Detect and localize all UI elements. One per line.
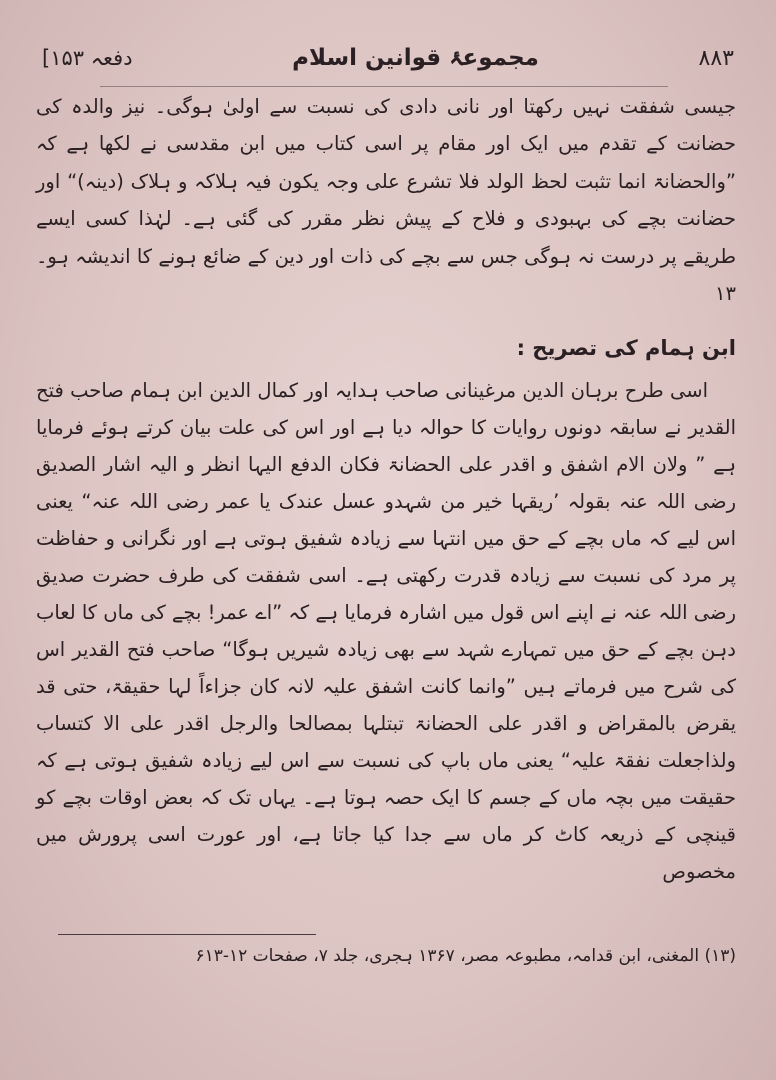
intro-paragraph: جیسی شفقت نہیں رکھتا اور نانی دادی کی نسبت سے اولیٰ ہوگی۔ نیز والدہ کی حضانت کے تقدم میں ایک اور مقام پر اسی کتاب میں ابن مقدسی نے لکھا ہے کہ ”والحضانۃ انما تثبت لحظ الولد فلا تشرع علی وجہ یکون فیہ ہلاکہ و ہلاک (دینہ)“ اور حضانت بچے کی بہبودی و فلاح کے پیش نظر مقرر کی گئی ہے۔ لہٰذا کسی ایسے طریقے پر درست نہ ہوگی جس سے بچے کی ذات اور دین کے ضائع ہونے کا اندیشہ ہو۔۱۳ [36, 95, 736, 306]
page-header [42, 30, 734, 86]
page-number: ۸۸۳ [698, 45, 734, 71]
section-heading: ابن ہمام کی تصریح : [516, 336, 736, 360]
footnote-divider [58, 934, 316, 935]
footnote: (۱۳) المغنی، ابن قدامہ، مطبوعہ مصر، ۱۳۶۷ ہجری، جلد ۷، صفحات ۱۲-۶۱۳ [195, 946, 736, 966]
main-paragraph: اسی طرح برہان الدین مرغینانی صاحب ہدایہ اور کمال الدین ابن ہمام صاحب فتح القدیر نے سابقہ دونوں روایات کا حوالہ دیا ہے اور اس کی علت بیان کرتے ہوئے فرمایا ہے ” ولان الام اشفق و اقدر علی الحضانۃ فکان الدفع الیہا انظر و الیہ اشار الصدیق رضی اللہ عنہ بقولہ ’ریقہا خیر من شہدو عسل عندک یا عمر رضی اللہ عنہ“ یعنی اس لیے کہ ماں بچے کے حق میں انتہا سے زیادہ شفیق ہوتی ہے اور نگرانی و حفاظت پر مرد کی نسبت سے زیادہ قدرت رکھتی ہے۔ اسی شفقت کی طرف حضرت صدیق رضی اللہ عنہ نے اپنے اس قول میں اشارہ فرمایا ہے کہ ”اے عمر! بچے کی ماں کا لعاب دہن بچے کے حق میں تمہارے شہد سے بھی زیادہ شیریں ہوگا“ صاحب فتح القدیر اس کی شرح میں فرماتے ہیں ”وانما کانت اشفق علیہ لانہ کان جزاءاً لہا حقیقۃ، حتی قد یقرض بالمقراض و اقدر علی الحضانۃ تبتلہا بمصالحا والرجل اقدر علی الا کتساب ولذاجعلت نفقۃ علیہ“ یعنی ماں باپ کی نسبت سے اس لیے زیادہ شفیق ہوتی ہے کہ حقیقت میں بچہ ماں کے جسم کا ایک حصہ ہوتا ہے۔ یہاں تک کہ بعض اوقات بچے کو قینچی کے ذریعہ کاٹ کر ماں سے جدا کیا جاتا ہے، اور عورت اسی پرورش میں مخصوص [36, 379, 736, 883]
main-text-block [36, 372, 736, 890]
book-title: مجموعۂ قوانین اسلام [292, 45, 539, 71]
header-divider [100, 86, 668, 87]
intro-text-block [36, 88, 736, 312]
section-reference: [دفعہ ۱۵۳ [42, 46, 133, 70]
